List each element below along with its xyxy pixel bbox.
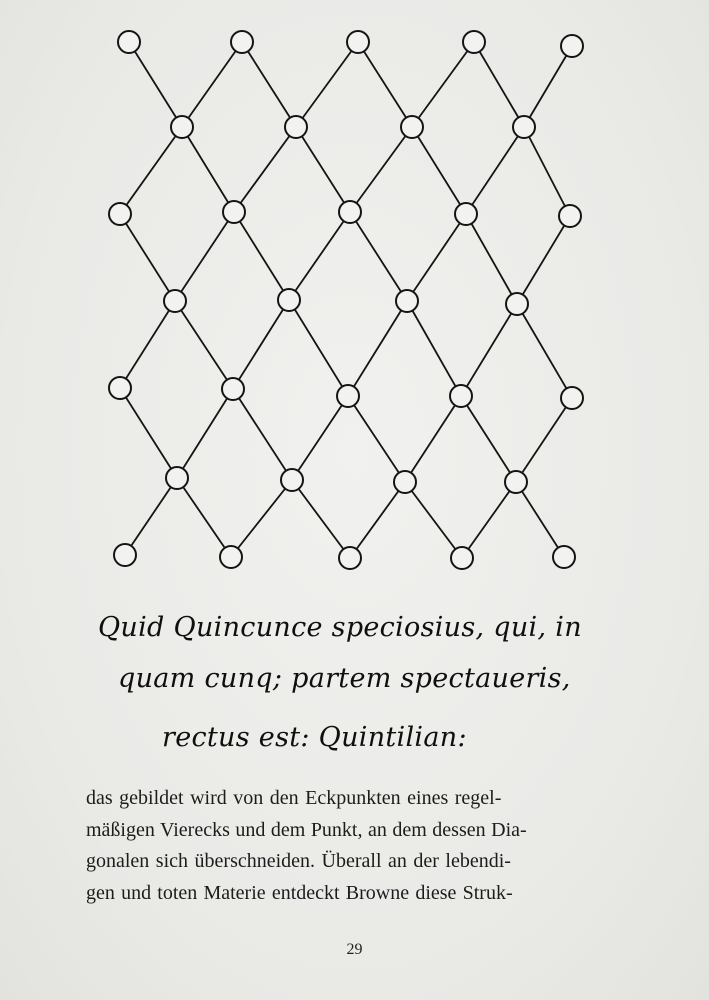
- lattice-line: [405, 482, 462, 558]
- lattice-line: [524, 46, 572, 127]
- lattice-line: [358, 42, 412, 127]
- lattice-line: [412, 42, 474, 127]
- lattice-node: [506, 293, 528, 315]
- lattice-line: [231, 480, 292, 557]
- lattice-line: [407, 214, 466, 301]
- lattice-line: [234, 212, 289, 300]
- lattice-line: [177, 389, 233, 478]
- lattice-line: [120, 388, 177, 478]
- lattice-line: [125, 478, 177, 555]
- lattice-line: [517, 304, 572, 398]
- lattice-line: [405, 396, 461, 482]
- lattice-node: [164, 290, 186, 312]
- lattice-line: [289, 212, 350, 300]
- lattice-node: [505, 471, 527, 493]
- lattice-line: [234, 127, 296, 212]
- lattice-node: [109, 203, 131, 225]
- lattice-node: [337, 385, 359, 407]
- lattice-node: [222, 378, 244, 400]
- lattice-line: [292, 480, 350, 558]
- lattice-line: [177, 478, 231, 557]
- lattice-line: [348, 301, 407, 396]
- lattice-node: [396, 290, 418, 312]
- lattice-node: [401, 116, 423, 138]
- lattice-node: [166, 467, 188, 489]
- lattice-node: [281, 469, 303, 491]
- lattice-line: [516, 482, 564, 557]
- lattice-line: [517, 216, 570, 304]
- lattice-node: [278, 289, 300, 311]
- latin-motto-line-2: quam cunq; partem spectaueris,: [118, 663, 571, 694]
- lattice-line: [296, 42, 358, 127]
- page-number: 29: [346, 941, 363, 958]
- body-text-line-3: gonalen sich überschneiden. Überall an der lebendi-: [86, 850, 511, 872]
- lattice-line: [348, 396, 405, 482]
- lattice-node: [118, 31, 140, 53]
- lattice-node: [450, 385, 472, 407]
- lattice-line: [462, 482, 516, 558]
- lattice-node: [559, 205, 581, 227]
- lattice-node: [561, 35, 583, 57]
- lattice-node: [109, 377, 131, 399]
- lattice-line: [350, 482, 405, 558]
- lattice-node: [339, 201, 361, 223]
- lattice-line: [120, 127, 182, 214]
- lattice-line: [296, 127, 350, 212]
- lattice-node: [339, 547, 361, 569]
- lattice-node: [171, 116, 193, 138]
- latin-motto-line-3: rectus est: Quintilian:: [162, 722, 467, 753]
- lattice-line: [233, 300, 289, 389]
- lattice-line: [233, 389, 292, 480]
- lattice-line: [461, 396, 516, 482]
- lattice-node: [394, 471, 416, 493]
- lattice-line: [120, 214, 175, 301]
- lattice-line: [412, 127, 466, 214]
- lattice-line: [350, 212, 407, 301]
- lattice-node: [553, 546, 575, 568]
- lattice-node: [114, 544, 136, 566]
- lattice-node: [347, 31, 369, 53]
- lattice-line: [524, 127, 570, 216]
- lattice-node: [220, 546, 242, 568]
- lattice-node: [561, 387, 583, 409]
- lattice-node: [223, 201, 245, 223]
- lattice-line: [516, 398, 572, 482]
- lattice-line: [175, 212, 234, 301]
- lattice-line: [350, 127, 412, 212]
- lattice-node: [451, 547, 473, 569]
- lattice-node: [463, 31, 485, 53]
- lattice-line: [182, 42, 242, 127]
- latin-motto-line-1: Quid Quincunce speciosius, qui, in: [98, 612, 582, 643]
- lattice-node: [285, 116, 307, 138]
- lattice-line: [242, 42, 296, 127]
- lattice-line: [407, 301, 461, 396]
- body-text-line-2: mäßigen Vierecks und dem Punkt, an dem dessen Dia-: [86, 819, 527, 841]
- lattice-node: [231, 31, 253, 53]
- lattice-line: [461, 304, 517, 396]
- lattice-node: [455, 203, 477, 225]
- lattice-line: [466, 214, 517, 304]
- lattice-node: [513, 116, 535, 138]
- lattice-line: [175, 301, 233, 389]
- lattice-line: [292, 396, 348, 480]
- lattice-nodes: [109, 31, 583, 569]
- body-text-line-4: gen und toten Materie entdeckt Browne diese Struk-: [86, 882, 513, 904]
- lattice-line: [289, 300, 348, 396]
- lattice-line: [466, 127, 524, 214]
- lattice-line: [474, 42, 524, 127]
- body-text-line-1: das gebildet wird von den Eckpunkten eines regel-: [86, 787, 502, 809]
- lattice-line: [120, 301, 175, 388]
- lattice-line: [182, 127, 234, 212]
- lattice-line: [129, 42, 182, 127]
